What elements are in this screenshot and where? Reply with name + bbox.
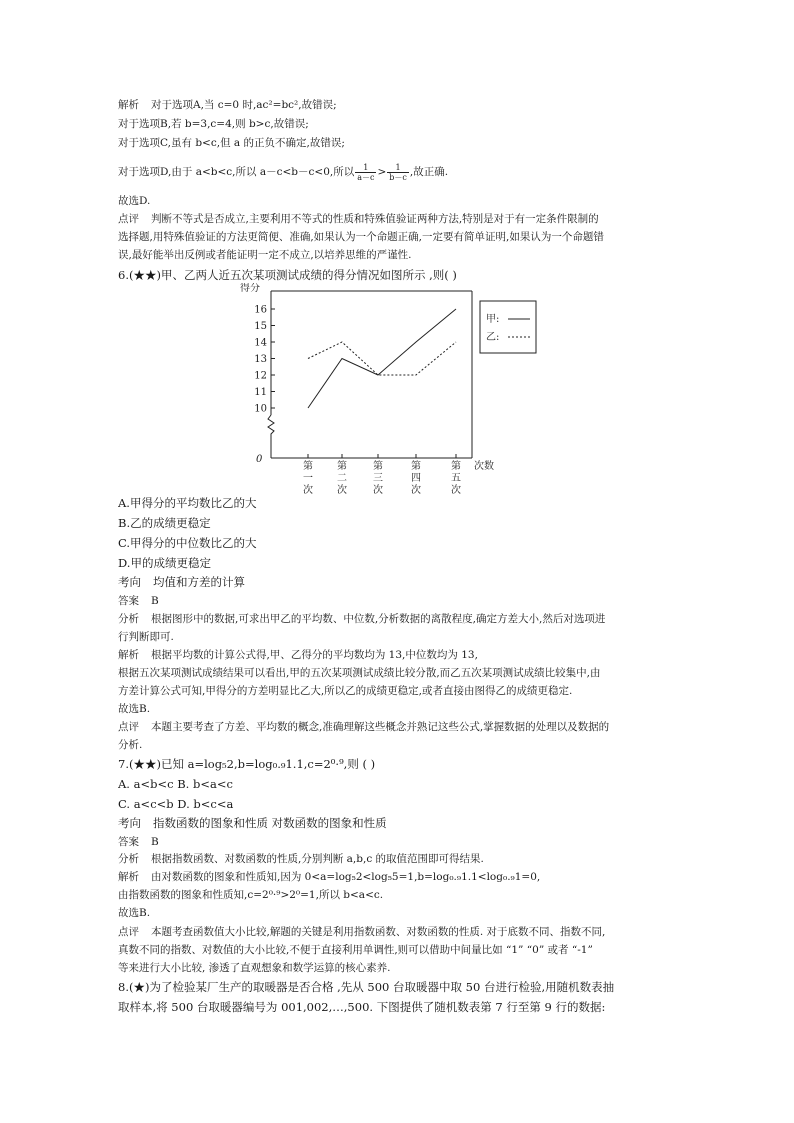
q5-choice: 故选D. [118,195,151,207]
comment-label: 点评 [118,213,139,225]
analysis-label: 分析 [118,613,139,625]
x-tick-label: 第 [303,461,313,472]
y-tick-label: 11 [254,387,267,398]
legend-box [480,301,536,353]
q6-answer [118,594,702,608]
y-tick-label: 13 [254,354,267,365]
fraction-2 [387,163,409,182]
x-tick-label: 第 [337,461,347,472]
y-tick-label: 16 [254,304,267,316]
knowledge-text: 指数函数的图象和性质 对数函数的图象和性质 [153,816,387,830]
q6-knowledge [118,575,702,589]
fraction-2-num: 1 [387,163,409,173]
analysis-text: 根据图形中的数据,可求出甲乙的平均数、中位数,分析数据的离散程度,确定方差大小,然后对选项进 [151,613,606,625]
solution-label: 解析 [118,99,139,111]
x-tick-label: 第 [373,461,383,472]
q6-solution-line-2: 根据五次某项测试成绩结果可以看出,甲的五次某项测试成绩比较分散,而乙五次某项测试成绩比较集中,由 [118,667,601,679]
x-tick-label: 三 [373,473,383,484]
answer-label: 答案 [118,836,139,848]
x-tick-label: 次 [337,485,347,495]
q7-analysis [118,852,702,866]
y-tick-label: 14 [254,337,267,349]
analysis-text: 根据指数函数、对数函数的性质,分别判断 a,b,c 的取值范围即可得结果. [151,853,484,865]
solution-d-text: 对于选项D,由于 a<b<c,所以 a－c<b－c<0,所以 [118,166,355,178]
solution-text: 由对数函数的图象和性质知,因为 0<a=log₅2<log₅5=1,b=log₀.₉1.1<log₀.₉1=0, [151,871,541,883]
knowledge-label: 考向 [118,575,141,589]
y-axis-label: 得分 [240,283,260,294]
solution-label: 解析 [118,871,139,883]
fraction-2-den: b－c [389,172,407,182]
q6-comment-line-1 [118,720,702,734]
x-tick-label: 二 [337,473,347,484]
q5-comment-line-3: 误,最好能举出反例或者能证明一定不成立,以培养思维的严谨性. [118,249,412,261]
x-tick-label: 第 [411,461,421,472]
solution-text: 对于选项A,当 c=0 时,ac²=bc²,故错误; [151,99,337,111]
comment-text: 本题考查函数值大小比较,解题的关键是利用指数函数、对数函数的性质. 对于底数不同、指数不同, [151,926,606,938]
x-tick-label: 次 [303,485,313,495]
answer-text: B [151,836,159,848]
q7-knowledge [118,816,702,830]
solution-d-post: ,故正确. [409,166,449,178]
q7-comment-line-1 [118,925,702,939]
legend-label: 乙: [486,332,500,343]
comment-text: 判断不等式是否成立,主要利用不等式的性质和特殊值验证两种方法,特别是对于有一定条件限制的 [151,213,599,225]
q5-solution-line-4 [118,160,702,184]
q7-solution-line-2: 由指数函数的图象和性质知,c=2⁰·⁹>2⁰=1,所以 b<a<c. [118,889,384,901]
x-tick-label: 一 [303,473,313,484]
q7-answer [118,835,702,849]
q5-solution-line-2: 对于选项B,若 b=3,c=4,则 b>c,故错误; [118,118,309,130]
q6-option-b: B.乙的成绩更稳定 [118,516,211,530]
comment-text: 本题主要考查了方差、平均数的概念,准确理解这些概念并熟记这些公式,掌握数据的处理以及数据的 [151,721,610,733]
y-tick-label: 15 [254,321,267,332]
x-tick-label: 四 [411,473,421,484]
q5-solution-line-1 [118,98,702,112]
x-tick-label: 五 [451,473,461,484]
fraction-1 [355,163,376,182]
knowledge-text: 均值和方差的计算 [153,575,245,589]
q7-comment-line-2: 真数不同的指数、对数值的大小比较,不便于直接利用单调性,则可以借助中间量比如 “1” “0” 或者 “-1” [118,944,593,956]
y-tick-label: 10 [254,403,267,415]
answer-text: B [151,595,159,607]
q8-stem-line-2: 取样本,将 500 台取暖器编号为 001,002,…,500. 下图提供了随机数表第 7 行至第 9 行的数据: [118,1000,606,1014]
q6-analysis-line-1 [118,612,702,626]
q6-stem: 6.(★★)甲、乙两人近五次某项测试成绩的得分情况如图所示 ,则( ) [118,268,457,282]
q7-choice: 故选B. [118,907,151,919]
comment-label: 点评 [118,721,139,733]
q8-stem-line-1: 8.(★)为了检验某厂生产的取暖器是否合格 ,先从 500 台取暖器中取 50 台进行检验,用随机数表抽 [118,980,615,994]
q7-solution-line-1 [118,870,702,884]
x-tick-label: 次 [451,485,461,495]
q7-options-row-2: C. a<c<b D. b<c<a [118,797,234,811]
q6-solution-line-1 [118,648,702,662]
x-axis-label: 次数 [474,461,494,472]
series-line-jia [308,309,456,408]
legend-label: 甲: [486,314,500,325]
q7-options-row-1: A. a<b<c B. b<a<c [118,777,233,791]
solution-text: 根据平均数的计算公式得,甲、乙得分的平均数均为 13,中位数均为 13, [151,649,478,661]
q5-comment-line-2: 选择题,用特殊值验证的方法更简便、准确,如果认为一个命题正确,一定要有简单证明,如果认为一个命题错 [118,231,604,243]
x-tick-label: 次 [373,485,383,495]
q7-comment-line-3: 等来进行大小比较, 渗透了直观想象和数学运算的核心素养. [118,962,391,974]
q6-choice: 故选B. [118,703,151,715]
knowledge-label: 考向 [118,816,141,830]
fraction-1-den: a－c [357,172,375,182]
q7-stem: 7.(★★)已知 a=log₅2,b=log₀.₉1.1,c=2⁰·⁹,则 ( ) [118,757,376,771]
q5-comment-line-1 [118,212,702,226]
q5-solution-line-3: 对于选项C,虽有 b<c,但 a 的正负不确定,故错误; [118,137,345,149]
score-chart [240,283,540,495]
greater-sign: > [377,166,387,178]
solution-label: 解析 [118,649,139,661]
y-axis-break [268,415,274,458]
analysis-label: 分析 [118,853,139,865]
answer-label: 答案 [118,595,139,607]
y-tick-label: 12 [254,370,267,382]
q6-option-a: A.甲得分的平均数比乙的大 [118,496,257,510]
q6-analysis-line-2: 行判断即可. [118,631,174,643]
fraction-1-num: 1 [355,163,376,173]
origin-label: 0 [256,454,263,465]
q6-option-d: D.甲的成绩更稳定 [118,556,211,570]
q6-option-c: C.甲得分的中位数比乙的大 [118,536,257,550]
x-tick-label: 次 [411,485,421,495]
q6-solution-line-3: 方差计算公式可知,甲得分的方差明显比乙大,所以乙的成绩更稳定,或者直接由图得乙的成绩更稳定. [118,685,573,697]
x-tick-label: 第 [451,461,461,472]
series-line-yi [308,342,456,375]
q6-comment-line-2: 分析. [118,739,143,751]
comment-label: 点评 [118,926,139,938]
